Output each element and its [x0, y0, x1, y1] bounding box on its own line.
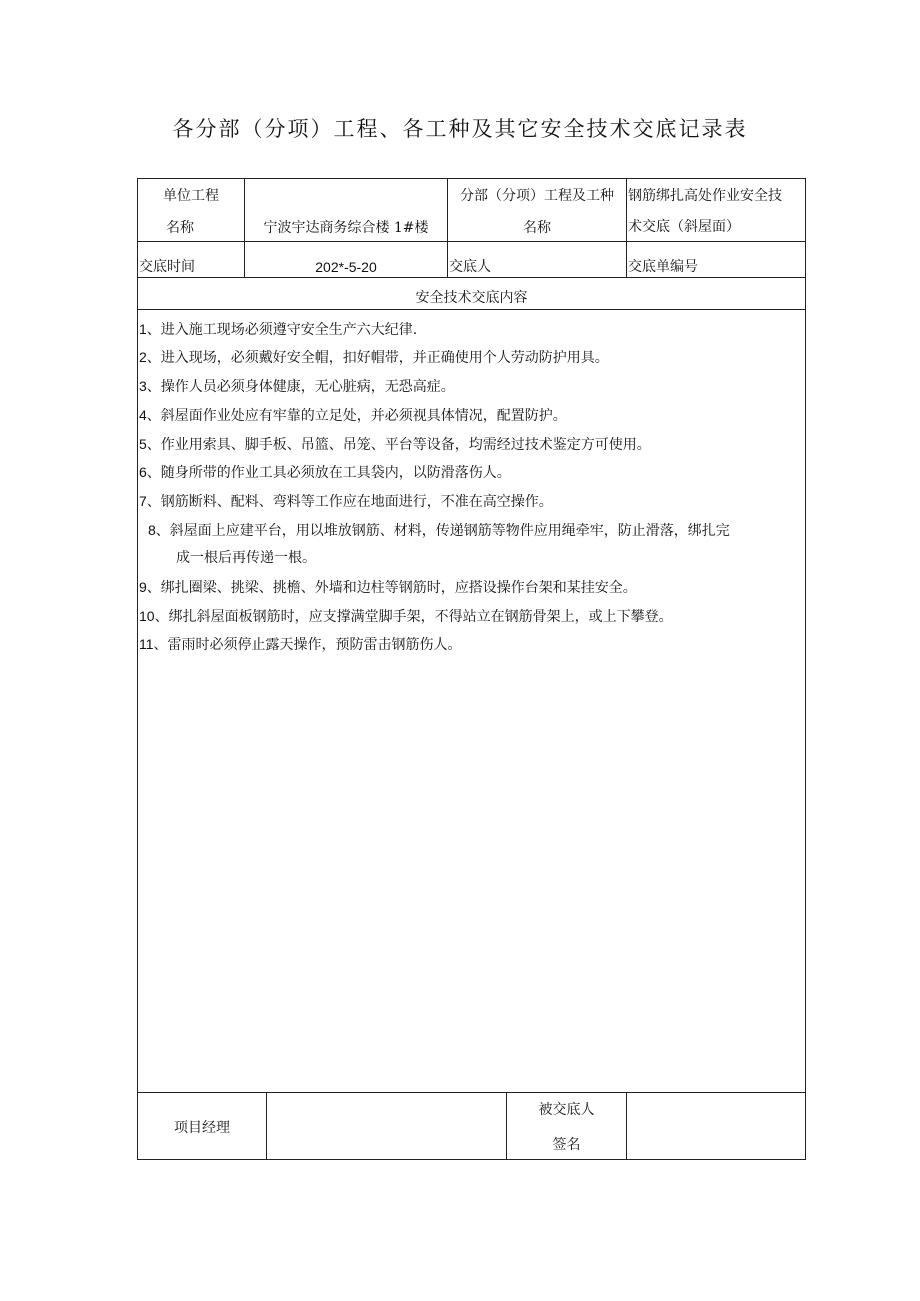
receiver-signature-label: 被交底人 签名 — [538, 1102, 595, 1153]
list-item-number: 8 — [148, 522, 156, 538]
column-divider — [626, 179, 627, 277]
row-divider — [138, 241, 805, 242]
list-item-number: 2 — [139, 349, 147, 365]
project-manager-label: 项目经理 — [174, 1120, 230, 1136]
sub-project-value: 钢筋绑扎高处作业安全技 术交底（斜屋面） — [628, 188, 782, 235]
list-item — [139, 405, 567, 426]
list-item — [139, 634, 462, 655]
list-item-number: 7 — [139, 493, 147, 509]
row-divider — [138, 277, 805, 278]
disclosure-number-label: 交底单编号 — [628, 259, 698, 275]
list-item — [139, 462, 511, 483]
list-item-text: 成一根后再传递一根。 — [176, 550, 316, 566]
disclosure-time-value: 202*-5-20 — [315, 259, 377, 275]
list-item-number: 5 — [139, 436, 147, 452]
sub-project-label: 分部（分项）工程及工种 名称 — [460, 188, 614, 236]
list-item-text: 、绑扎斜屋面板钢筋时，应支撑满堂脚手架，不得站立在钢筋骨架上，或上下攀登。 — [154, 609, 673, 625]
unit-project-label: 单位工程 名称 — [163, 188, 219, 236]
row-divider — [138, 309, 805, 310]
list-item — [139, 491, 553, 512]
list-item-number: 11 — [139, 636, 154, 652]
list-item-number: 4 — [139, 407, 147, 423]
list-item-text: 、雷雨时必须停止露天操作，预防雷击钢筋伤人。 — [153, 637, 462, 653]
list-item — [139, 319, 417, 340]
column-divider — [626, 1092, 627, 1159]
column-divider — [266, 1092, 267, 1159]
disclosure-person-label: 交底人 — [449, 259, 491, 275]
list-item-text: 、进入现场，必须戴好安全帽，扣好帽带，并正确使用个人劳动防护用具。 — [146, 350, 609, 366]
list-item — [176, 548, 316, 568]
list-item-number: 6 — [139, 464, 147, 480]
list-item-text: 、操作人员必须身体健康，无心脏病，无恐高症。 — [146, 379, 455, 395]
list-item-number: 1 — [139, 321, 147, 337]
list-item — [139, 434, 651, 455]
list-item — [139, 577, 637, 598]
list-item — [139, 606, 673, 627]
list-item-text: 、绑扎圈梁、挑梁、挑檐、外墙和边柱等钢筋时，应搭设操作台架和某挂安全。 — [146, 580, 637, 596]
list-item — [148, 520, 730, 541]
disclosure-time-label: 交底时间 — [139, 259, 195, 275]
content-heading: 安全技术交底内容 — [415, 290, 528, 306]
list-item-number: 9 — [139, 579, 147, 595]
list-item — [139, 376, 455, 397]
unit-project-value: 宁波宇达商务综合楼 1#楼 — [263, 220, 429, 236]
page-title: 各分部（分项）工程、各工种及其它安全技术交底记录表 — [172, 117, 748, 141]
list-item-text: 、斜屋面作业处应有牢靠的立足处，并必须视具体情况，配置防护。 — [146, 408, 567, 424]
list-item-text: 、斜屋面上应建平台，用以堆放钢筋、材料，传递钢筋等物件应用绳牵牢，防止滑落，绑扎完 — [155, 523, 730, 539]
list-item-text: 、随身所带的作业工具必须放在工具袋内，以防滑落伤人。 — [146, 465, 511, 481]
disclosure-record-table — [137, 178, 806, 1160]
list-item — [139, 347, 609, 368]
list-item-number: 10 — [139, 608, 155, 624]
list-item-text: 、进入施工现场必须遵守安全生产六大纪律. — [146, 322, 418, 338]
list-item-text: 、作业用索具、脚手板、吊篮、吊笼、平台等设备，均需经过技术鉴定方可使用。 — [146, 437, 651, 453]
row-divider — [138, 1092, 805, 1093]
list-item-text: 、钢筋断料、配料、弯料等工作应在地面进行，不准在高空操作。 — [146, 494, 553, 510]
list-item-number: 3 — [139, 378, 147, 394]
